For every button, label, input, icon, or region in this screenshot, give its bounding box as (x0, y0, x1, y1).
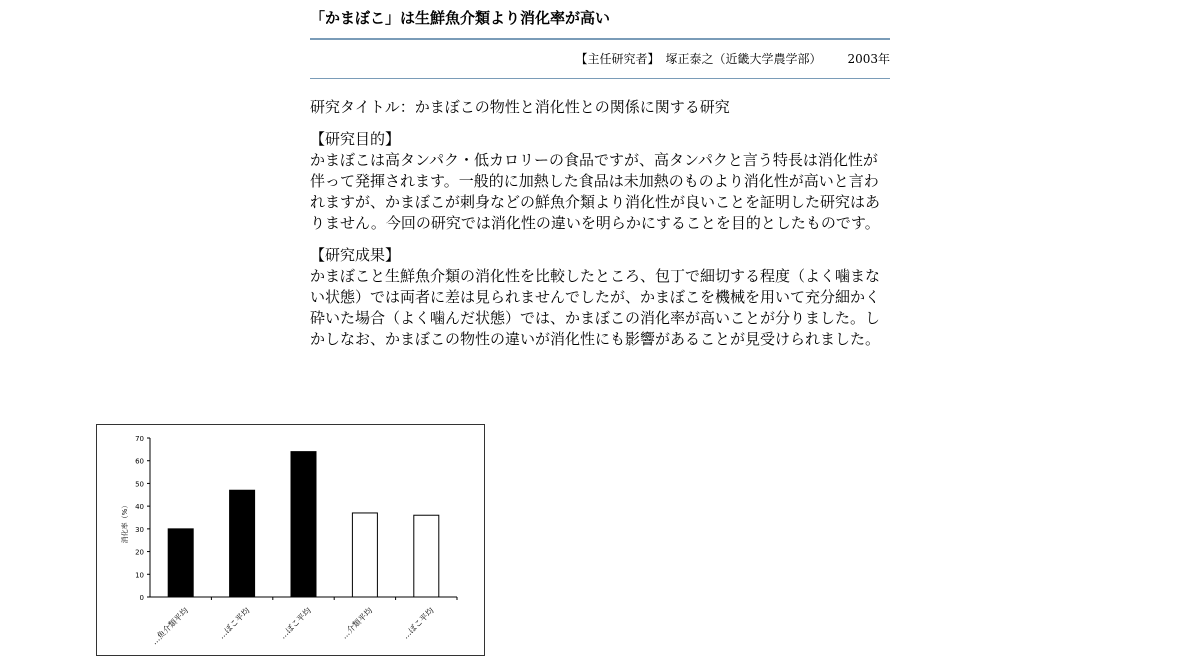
results-text: かまぼこと生鮮魚介類の消化性を比較したところ、包丁で細切する程度（よく噛まない状態）では両者に差は見られませんでしたが、かまぼこを機械を用いて充分細かく砕いた場合（よく噛んだ状態）では、かまぼこの消化率が高いことが分りました。しかしなお、かまぼこの物性の違いが消化性にも影響があることが見受けられました。 (310, 267, 881, 348)
y-tick-label-6: 60 (135, 457, 144, 466)
y-axis-label: 消化率（%） (121, 501, 129, 544)
y-tick-label-4: 40 (135, 503, 144, 512)
research-title: 研究タイトル：かまぼこの物性と消化性との関係に関する研究 (310, 98, 730, 116)
article (310, 0, 890, 350)
chart-svg (97, 425, 484, 655)
y-tick-label-0: 0 (139, 594, 144, 602)
purpose-line-1: かまぼこは高タンパク・低カロリーの食品ですが、高タンパクと言う特長は消化性が (310, 151, 878, 169)
category-label-1: …ぼこ平均 (216, 606, 252, 641)
y-tick-label-7: 70 (135, 435, 144, 443)
results-heading: 【研究成果】 (310, 246, 401, 264)
category-label-0: …魚介類平均 (149, 606, 191, 647)
bar-4 (414, 515, 439, 597)
page-title: 「かまぼこ」は生鮮魚介類より消化率が高い (310, 0, 890, 40)
y-tick-label-3: 30 (135, 525, 144, 534)
y-tick-label-2: 20 (135, 548, 144, 557)
purpose-line-2: 伴って発揮されます。一般的に加熱した食品は未加熱のものより消化性が高いと言われますが、かまぼこが刺身などの鮮魚介類より消化性が良いことを証明した研究はありません。今回の研究では消化性の違いを明らかにすることを目的としたものです。 (310, 172, 881, 232)
investigator: 【主任研究者】 塚正泰之（近畿大学農学部） (575, 52, 822, 66)
category-label-4: …ぼこ平均 (401, 606, 436, 641)
article-body (310, 97, 890, 350)
category-label-3: …介類平均 (339, 606, 375, 641)
year: 2003年 (847, 52, 890, 66)
bar-0 (168, 529, 193, 597)
digestibility-chart (96, 424, 485, 656)
purpose-heading: 【研究目的】 (310, 130, 401, 148)
meta-line (310, 40, 890, 79)
category-label-2: …ぼこ平均 (278, 606, 313, 641)
y-tick-label-1: 10 (135, 571, 144, 580)
y-tick-label-5: 50 (135, 480, 144, 489)
bar-2 (291, 452, 316, 597)
bar-1 (230, 490, 255, 597)
bar-3 (352, 513, 377, 597)
